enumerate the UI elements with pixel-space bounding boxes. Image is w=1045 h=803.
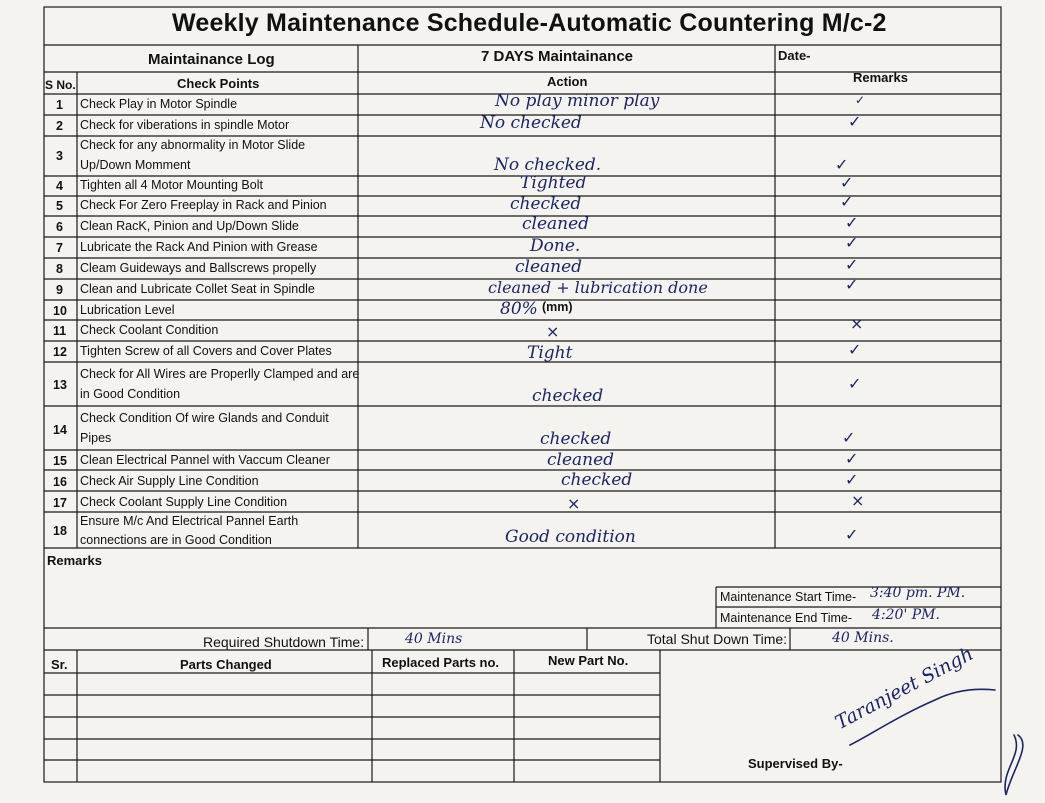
check-point: Tighten Screw of all Covers and Cover Plates bbox=[80, 344, 332, 358]
action-entry: No checked bbox=[480, 113, 582, 133]
required-shutdown-label: Required Shutdown Time: bbox=[203, 634, 365, 650]
action-entry: cleaned bbox=[547, 450, 615, 470]
remark-tick: ✓ bbox=[855, 93, 866, 107]
check-point: Clean Electrical Pannel with Vaccum Cleaner bbox=[80, 453, 330, 467]
remarks-label: Remarks bbox=[47, 553, 102, 568]
check-point: Check Air Supply Line Condition bbox=[80, 474, 259, 488]
check-point: Lubricate the Rack And Pinion with Grease bbox=[80, 240, 318, 254]
row-number: 3 bbox=[56, 149, 63, 163]
check-point: Clean and Lubricate Collet Seat in Spindle bbox=[80, 282, 315, 296]
check-point: Check For Zero Freeplay in Rack and Pinion bbox=[80, 198, 327, 212]
row-number: 6 bbox=[56, 220, 63, 234]
end-time-label: Maintenance End Time- bbox=[720, 611, 853, 625]
check-point-line2: connections are in Good Condition bbox=[80, 533, 272, 547]
log-header: Maintainance Log bbox=[148, 51, 275, 68]
total-shutdown-label: Total Shut Down Time: bbox=[647, 631, 788, 647]
col-new-part: New Part No. bbox=[548, 653, 629, 668]
col-remarks: Remarks bbox=[853, 70, 908, 85]
remark-tick: ✓ bbox=[845, 275, 859, 294]
row-number: 10 bbox=[53, 304, 67, 318]
row-number: 16 bbox=[53, 475, 67, 489]
check-point: Check Coolant Condition bbox=[80, 323, 219, 337]
check-point: Check Play in Motor Spindle bbox=[80, 97, 238, 111]
check-point: Check Condition Of wire Glands and Conduit bbox=[80, 411, 329, 425]
days-header: 7 DAYS Maintainance bbox=[481, 48, 633, 65]
row-number: 8 bbox=[56, 262, 63, 276]
action-entry: Done. bbox=[530, 236, 581, 256]
remark-tick: ✓ bbox=[845, 233, 859, 252]
check-point: Check Coolant Supply Line Condition bbox=[80, 495, 288, 509]
date-label: Date- bbox=[778, 48, 811, 63]
check-point: Check for any abnormality in Motor Slide bbox=[80, 138, 306, 152]
remark-tick: ✓ bbox=[835, 155, 849, 174]
action-entry: No checked. bbox=[494, 155, 602, 175]
remark-tick: ✓ bbox=[845, 525, 859, 544]
action-entry: cleaned bbox=[515, 257, 583, 277]
row-number: 1 bbox=[56, 98, 63, 112]
start-time-label: Maintenance Start Time- bbox=[720, 590, 857, 604]
check-point: Lubrication Level bbox=[80, 303, 175, 317]
check-point: Check for viberations in spindle Motor bbox=[80, 118, 290, 132]
remark-tick: ✓ bbox=[848, 112, 862, 131]
remark-cross: × bbox=[851, 491, 865, 510]
check-point: Ensure M/c And Electrical Pannel Earth bbox=[80, 514, 299, 528]
start-time-value: 3:40 pm. PM. bbox=[870, 585, 966, 601]
row-number: 11 bbox=[53, 324, 67, 338]
row-number: 18 bbox=[53, 524, 67, 538]
action-entry: cleaned + lubrication done bbox=[488, 278, 708, 297]
row-number: 14 bbox=[53, 423, 67, 437]
row-number: 5 bbox=[56, 199, 63, 213]
action-entry: checked bbox=[561, 470, 633, 490]
action-entry: × bbox=[567, 494, 581, 513]
remark-tick: ✓ bbox=[840, 192, 854, 211]
action-entry: Tight bbox=[527, 343, 573, 363]
remark-tick: ✓ bbox=[845, 449, 859, 468]
remark-tick: ✓ bbox=[845, 255, 859, 274]
col-checkpoints: Check Points bbox=[177, 76, 260, 91]
remark-tick: ✓ bbox=[845, 470, 859, 489]
page-title: Weekly Maintenance Schedule-Automatic Countering M/c-2 bbox=[172, 9, 887, 37]
row-number: 15 bbox=[53, 454, 67, 468]
col-parts-changed: Parts Changed bbox=[180, 657, 272, 672]
check-point: Cleam Guideways and Ballscrews propelly bbox=[80, 261, 317, 275]
remark-tick: ✓ bbox=[845, 213, 859, 232]
remark-tick: ✓ bbox=[840, 173, 854, 192]
col-sno: S No. bbox=[45, 78, 76, 92]
end-time-value: 4:20' PM. bbox=[872, 607, 940, 623]
remark-tick: ✓ bbox=[848, 340, 862, 359]
required-shutdown-value: 40 Mins bbox=[405, 631, 463, 647]
supervisor-signature: Taranjeet Singh bbox=[831, 642, 978, 734]
check-point: Check for All Wires are Properlly Clamped and are bbox=[80, 367, 360, 381]
row-number: 7 bbox=[56, 241, 63, 255]
check-point: Clean RacK, Pinion and Up/Down Slide bbox=[80, 219, 299, 233]
lubrication-unit: (mm) bbox=[542, 300, 573, 314]
action-entry: cleaned bbox=[522, 214, 590, 234]
col-action: Action bbox=[547, 74, 588, 89]
action-entry: No play minor play bbox=[495, 91, 660, 111]
action-entry: checked bbox=[540, 429, 612, 449]
check-point-line2: Pipes bbox=[80, 431, 112, 445]
total-shutdown-value: 40 Mins. bbox=[832, 630, 894, 646]
margin-scribble bbox=[1005, 735, 1023, 795]
action-entry: checked bbox=[532, 386, 604, 406]
row-number: 4 bbox=[56, 179, 63, 193]
remark-tick: ✓ bbox=[842, 428, 856, 447]
row-number: 9 bbox=[56, 283, 63, 297]
action-entry: Tighted bbox=[520, 173, 587, 193]
action-entry: Good condition bbox=[505, 527, 636, 547]
remark-cross: × bbox=[850, 314, 864, 333]
row-number: 13 bbox=[53, 378, 67, 392]
remark-tick: ✓ bbox=[848, 374, 862, 393]
col-sr: Sr. bbox=[51, 657, 68, 672]
check-point-line2: in Good Condition bbox=[80, 387, 181, 401]
supervised-by-label: Supervised By- bbox=[748, 756, 843, 771]
check-point: Tighten all 4 Motor Mounting Bolt bbox=[80, 178, 263, 192]
row-number: 12 bbox=[53, 345, 67, 359]
col-replaced-parts: Replaced Parts no. bbox=[382, 655, 500, 670]
action-entry: × bbox=[546, 322, 560, 341]
check-point-line2: Up/Down Momment bbox=[80, 158, 191, 172]
action-entry: 80% bbox=[500, 299, 538, 319]
row-number: 2 bbox=[56, 119, 63, 133]
action-entry: checked bbox=[510, 194, 582, 214]
row-number: 17 bbox=[53, 496, 67, 510]
